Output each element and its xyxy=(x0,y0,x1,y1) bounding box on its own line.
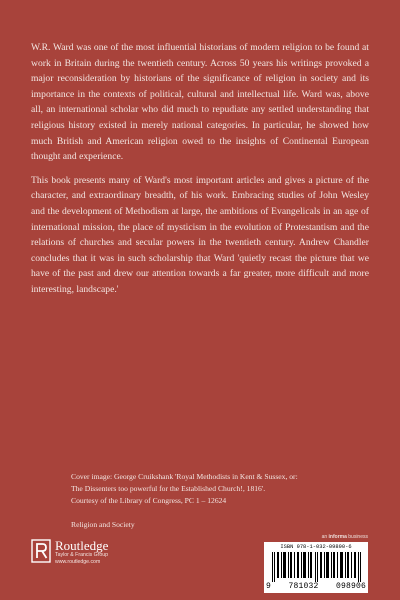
blurb-paragraph-2: This book presents many of Ward's most important articles and gives a picture of the character, and extraordinary breadth, of his work. Embracing studies of John Wesley and the development of Methodism at large, the ambitions of Evangelicals in an age of international mission, the place of mysticism in the evolution of Protestantism and the relations of churches and secular powers in the twentieth century. Andrew Chandler concludes that it was in such scholarship that Ward 'quietly recast the picture that we have of the past and drew our attention towards a far greater, more difficult and more interesting, landscape.' xyxy=(31,174,369,295)
credit-line-1: Cover image: George Cruikshank 'Royal Methodists in Kent & Sussex, or: xyxy=(71,472,298,481)
routledge-logo xyxy=(31,539,108,566)
barcode-bars-icon xyxy=(272,552,362,582)
barcode-digit-1: 9 xyxy=(266,582,272,591)
cover-image-credit xyxy=(71,471,371,506)
blurb-paragraph-1: W.R. Ward was one of the most influential historians of modern religion to be found at work in Britain during the twentieth century. Across 50 years his writings provoked a major reconsideration by historians of the significance of religion in society and its importance in the contexts of political, cultural and intellectual life. Ward was, above all, an international scholar who did much to repudiate any settled understanding that religious history existed in merely national categories. In particular, he showed how much British and American religion owed to the insights of Continental European thought and experience. xyxy=(31,42,369,163)
publisher-group: Taylor & Francis Group xyxy=(55,552,109,558)
barcode-digits xyxy=(266,582,366,591)
informa-suffix: business xyxy=(346,534,368,540)
series-name: Religion and Society xyxy=(71,520,135,529)
isbn-barcode xyxy=(264,542,368,593)
publisher-url: www.routledge.com xyxy=(55,559,101,565)
credit-line-2: The Dissenters too powerful for the Established Church!, 1816'. xyxy=(71,483,266,493)
credit-line-3: Courtesy of the Library of Congress, PC 1 – 12624 xyxy=(71,495,227,505)
isbn-number: ISBN 978-1-032-09890-6 xyxy=(280,544,352,550)
barcode-digit-group-2: 098906 xyxy=(335,582,366,591)
informa-tagline xyxy=(322,534,368,540)
barcode-digit-group-1: 781032 xyxy=(288,582,319,591)
informa-brand: informa xyxy=(328,534,347,540)
informa-prefix: an xyxy=(321,534,329,540)
back-cover-blurb xyxy=(31,40,369,306)
publisher-name: Routledge xyxy=(55,538,109,553)
routledge-emblem-icon xyxy=(31,539,51,563)
